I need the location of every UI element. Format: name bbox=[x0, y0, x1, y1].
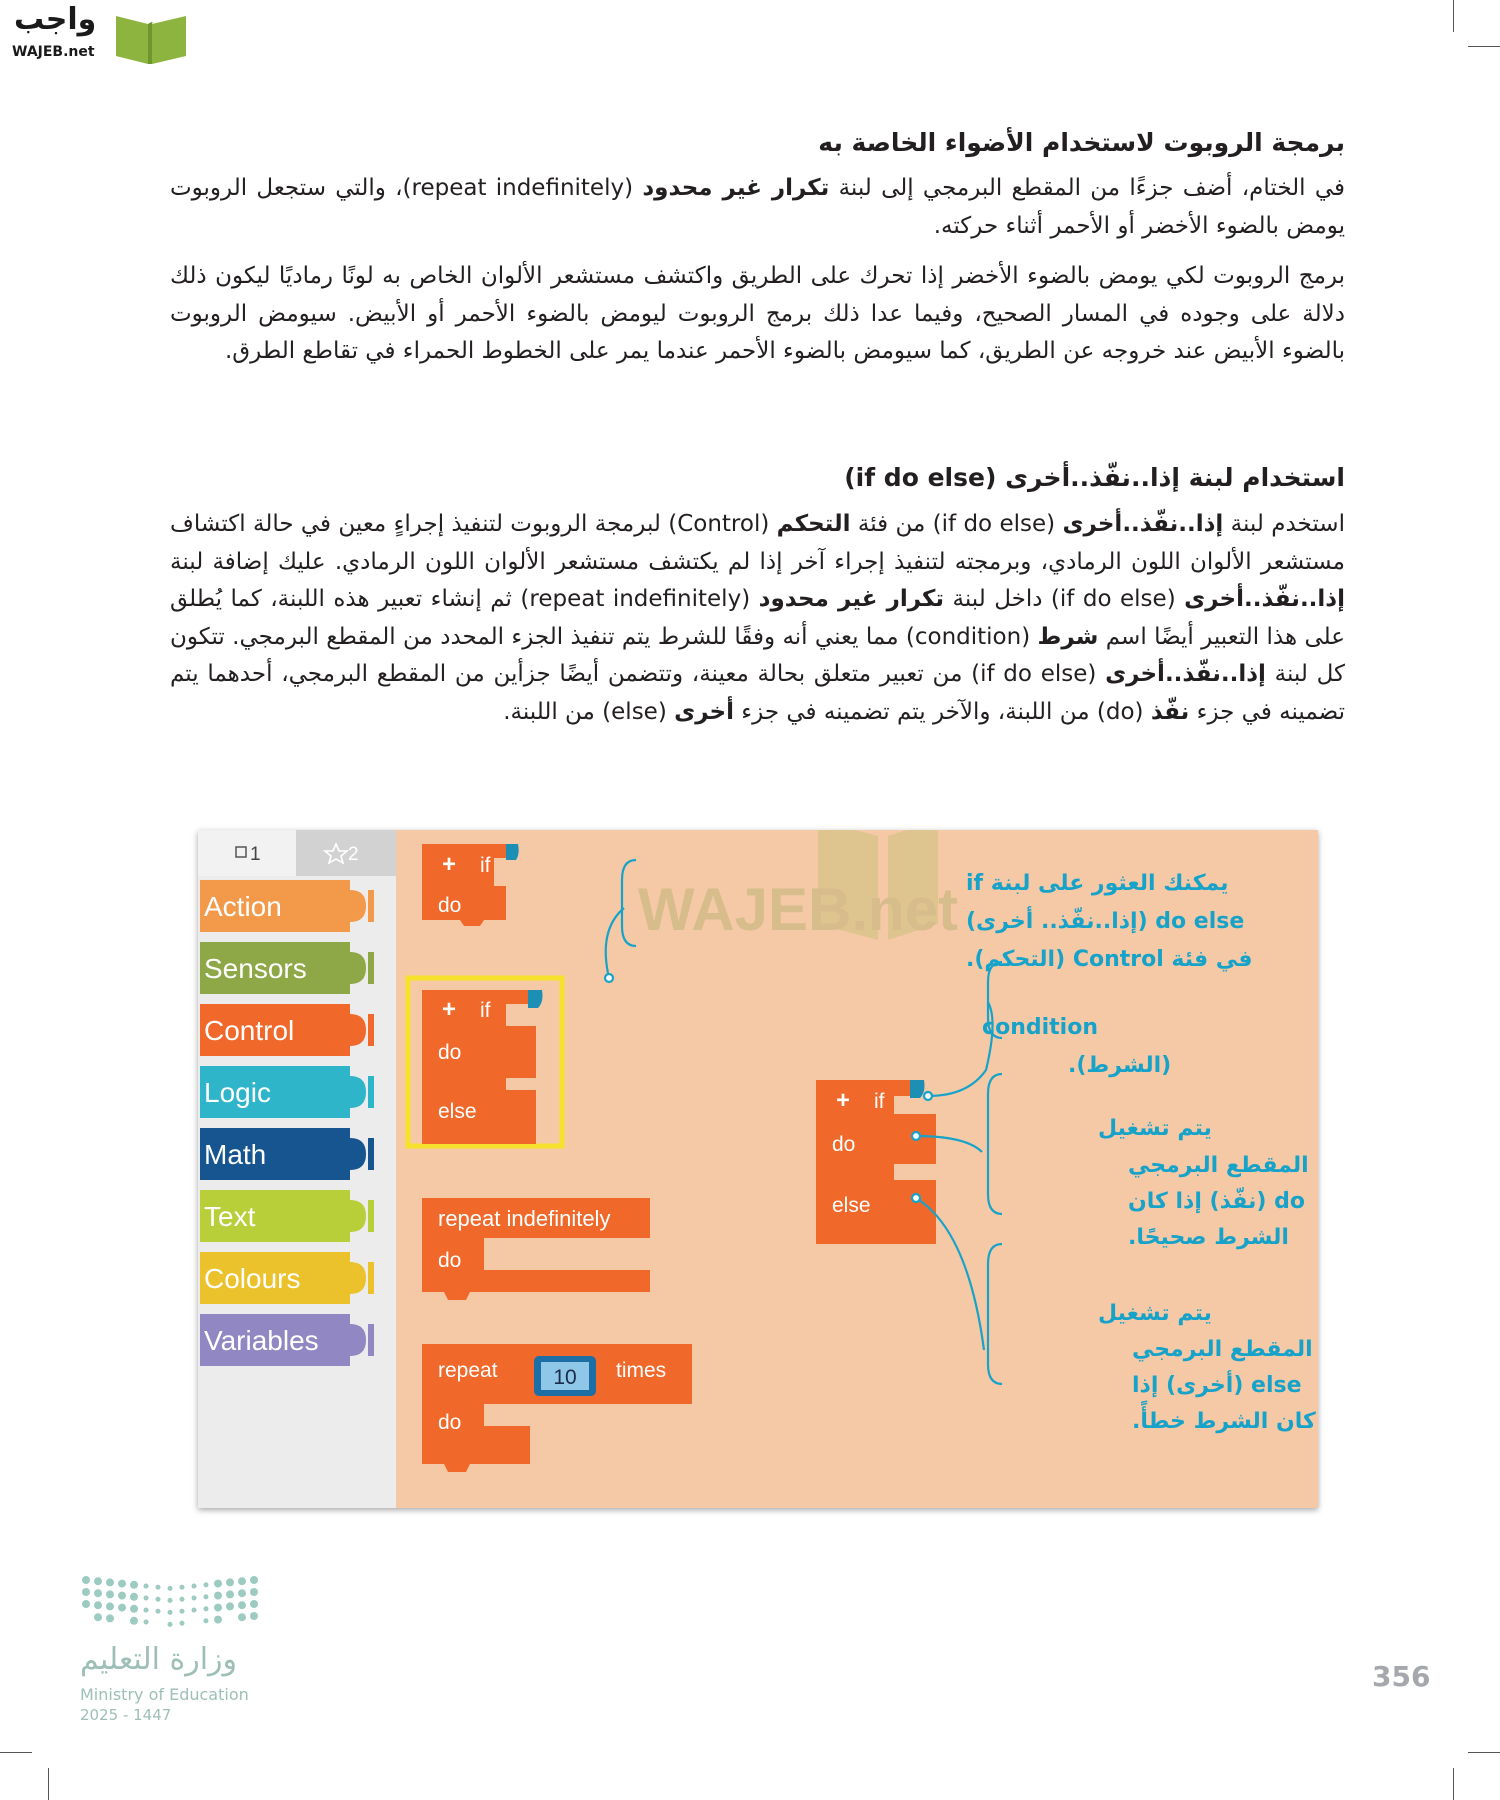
tab-2[interactable] bbox=[296, 830, 396, 876]
text-run: ( bbox=[1087, 661, 1106, 687]
callout-main-line: يمكنك العثور على لبنة if bbox=[966, 871, 1229, 896]
callout-else-line: else (أخرى) إذا bbox=[1132, 1373, 1302, 1398]
bold-term: شرط bbox=[1037, 623, 1099, 650]
logo-dot bbox=[250, 1612, 258, 1620]
category-label: Action bbox=[204, 891, 282, 922]
logo-dot bbox=[192, 1596, 197, 1601]
paragraph-if-do-else bbox=[170, 506, 1345, 731]
logo-dot bbox=[226, 1578, 234, 1586]
english-term: do bbox=[1105, 698, 1135, 725]
logo-dot bbox=[118, 1592, 126, 1600]
logo-dot bbox=[250, 1600, 258, 1608]
category-action[interactable] bbox=[200, 880, 374, 932]
text-run: في الختام، أضف جزءًا من المقطع البرمجي إلى لبنة bbox=[829, 175, 1345, 201]
bold-term: تكرار غير محدود bbox=[642, 175, 830, 201]
english-term: condition bbox=[914, 623, 1022, 650]
text-run: ( bbox=[657, 698, 675, 725]
logo-dot bbox=[144, 1584, 149, 1589]
category-variables[interactable] bbox=[200, 1314, 374, 1366]
ministry-name-english: Ministry of Education bbox=[80, 1685, 249, 1704]
callout-condition-line: (الشرط). bbox=[1068, 1053, 1172, 1078]
logo-dot bbox=[144, 1596, 149, 1601]
logo-dot bbox=[180, 1609, 185, 1614]
paragraph-repeat bbox=[170, 170, 1345, 245]
logo-dot bbox=[106, 1614, 114, 1622]
logo-dot bbox=[238, 1589, 246, 1597]
text-run: ) لبرمجة الروبوت لتنفيذ إجراءٍ معين في حالة اكتشاف مستشعر الألوان اللون الرمادي، وبرمجته لتنفيذ إجراء آخر إذا لم يكتشف مستشعر الألوان اللون الرمادي. عليك إضافة لبنة bbox=[170, 511, 1345, 575]
bold-term: أخرى bbox=[674, 698, 734, 725]
logo-dot bbox=[204, 1618, 209, 1623]
bold-term: إذا..نفّذ..أخرى bbox=[1184, 586, 1345, 612]
heading-if-do-else bbox=[844, 460, 1345, 496]
if-label: if bbox=[480, 999, 491, 1022]
english-term: repeat indefinitely bbox=[411, 175, 625, 201]
crop-mark bbox=[1453, 1768, 1454, 1800]
callout-condition-line: condition bbox=[982, 1015, 1098, 1040]
logo-dot bbox=[180, 1585, 185, 1590]
logo-dot bbox=[238, 1577, 246, 1585]
callout-else-line: يتم تشغيل bbox=[1098, 1301, 1212, 1326]
repeat-count: 10 bbox=[553, 1366, 577, 1389]
logo-dot bbox=[168, 1586, 173, 1591]
english-term: if do else bbox=[980, 661, 1088, 687]
logo-dot bbox=[250, 1588, 258, 1596]
logo-dot bbox=[168, 1610, 173, 1615]
do-label: do bbox=[438, 1411, 462, 1434]
text-run: ) ثم إنشاء تعبير هذه اللبنة، كما يُطلق على هذا التعبير أيضًا اسم bbox=[170, 586, 1345, 650]
logo-dot bbox=[130, 1593, 138, 1601]
logo-dot bbox=[214, 1592, 222, 1600]
logo-dot bbox=[204, 1582, 209, 1587]
text-run: ( bbox=[1046, 511, 1063, 537]
crop-mark bbox=[1468, 46, 1500, 47]
logo-dot bbox=[156, 1585, 161, 1590]
logo-dot bbox=[82, 1600, 90, 1608]
logo-dot bbox=[238, 1613, 246, 1621]
logo-dot bbox=[94, 1601, 102, 1609]
english-term: else bbox=[611, 698, 658, 725]
english-term: if do else bbox=[941, 511, 1047, 537]
repeat-indefinitely-label: repeat indefinitely bbox=[438, 1206, 611, 1231]
wajeb-logo-latin: WAJEB.net bbox=[12, 44, 95, 60]
text-run: استخدام لبنة إذا..نفّذ..أخرى ( bbox=[984, 463, 1345, 492]
category-control[interactable] bbox=[200, 1004, 374, 1056]
callout-else-line: المقطع البرمجي bbox=[1132, 1337, 1313, 1362]
text-run: برمج الروبوت لكي يومض بالضوء الأخضر إذا تحرك على الطريق واكتشف مستشعر الألوان الخاص به لونًا رماديًا ليكون ذلك دلالة على وجوده في المسار الصحيح، وفيما عدا ذلك برمج الروبوت ليومض بالضوء الأحمر أو الأبيض. سيومض الروبوت بالضوء الأبيض عند خروجه عن الطريق، كما سيومض بالضوء الأحمر عندما يمر على الخطوط الحمراء في تقاطع الطرق. bbox=[170, 263, 1345, 364]
text-run: ) من تعبير متعلق بحالة معينة، وتتضمن أيضًا جزأين من المقطع البرمجي، أحدهما يتم تضمينه في جزء bbox=[170, 661, 1345, 725]
bold-term: تكرار غير محدود bbox=[758, 586, 945, 612]
tab-1-label: 1 bbox=[250, 844, 261, 865]
logo-dot bbox=[106, 1590, 114, 1598]
logo-dot bbox=[130, 1617, 138, 1625]
text-run: ( bbox=[1021, 623, 1038, 650]
crop-mark bbox=[1468, 1752, 1500, 1753]
logo-dot bbox=[156, 1609, 161, 1614]
category-label: Logic bbox=[204, 1077, 271, 1108]
callout-main-line: do else (إذا..نفّذ.. أخرى) bbox=[966, 909, 1245, 934]
tab-1[interactable] bbox=[198, 830, 296, 876]
bold-term: إذا..نفّذ..أخرى bbox=[1105, 661, 1266, 687]
do-label: do bbox=[832, 1133, 856, 1156]
do-label: do bbox=[438, 1041, 462, 1064]
paragraph-flash bbox=[170, 258, 1345, 371]
logo-dot bbox=[214, 1580, 222, 1588]
plus-icon: + bbox=[442, 851, 457, 878]
english-term: repeat indefinitely bbox=[529, 586, 742, 612]
crop-mark bbox=[48, 1768, 49, 1800]
english-term: Control bbox=[677, 511, 761, 537]
logo-dot bbox=[82, 1588, 90, 1596]
else-label: else bbox=[832, 1194, 871, 1217]
callout-do-line: المقطع البرمجي bbox=[1128, 1153, 1309, 1178]
if-label: if bbox=[480, 854, 491, 877]
wajeb-logo-arabic: واجب bbox=[14, 2, 97, 37]
plus-icon: + bbox=[836, 1087, 851, 1114]
logo-dot bbox=[168, 1598, 173, 1603]
plus-icon: + bbox=[442, 996, 457, 1023]
callout-do-line: يتم تشغيل bbox=[1098, 1116, 1212, 1141]
logo-dot bbox=[94, 1577, 102, 1585]
if-label: if bbox=[874, 1090, 885, 1113]
logo-dot bbox=[94, 1613, 102, 1621]
do-label: do bbox=[438, 894, 462, 917]
do-label: do bbox=[438, 1249, 462, 1272]
logo-dot bbox=[192, 1608, 197, 1613]
category-label: Variables bbox=[204, 1325, 319, 1356]
text-run: ) من فئة bbox=[850, 511, 942, 537]
category-text[interactable] bbox=[200, 1190, 374, 1242]
english-term: if do else bbox=[855, 463, 985, 492]
category-colours[interactable] bbox=[200, 1252, 374, 1304]
callout-do-line: الشرط صحيحًا. bbox=[1128, 1225, 1289, 1250]
logo-dot bbox=[130, 1581, 138, 1589]
else-label: else bbox=[438, 1100, 477, 1123]
category-label: Sensors bbox=[204, 953, 307, 984]
callout-else-line: كان الشرط خطأً. bbox=[1132, 1409, 1316, 1434]
callout-main-line: في فئة Control (التحكم). bbox=[966, 947, 1253, 972]
logo-dot bbox=[144, 1608, 149, 1613]
page-number: 356 bbox=[1372, 1660, 1431, 1693]
logo-dot bbox=[226, 1590, 234, 1598]
crop-mark bbox=[1453, 0, 1454, 32]
category-label: Text bbox=[204, 1201, 256, 1232]
category-math[interactable] bbox=[200, 1128, 374, 1180]
text-run: ) bbox=[844, 463, 856, 492]
logo-dot bbox=[226, 1602, 234, 1610]
logo-dot bbox=[180, 1597, 185, 1602]
callout-do-line: do (نفّذ) إذا كان bbox=[1128, 1189, 1305, 1214]
blocks-figure bbox=[198, 830, 1318, 1508]
text-run: ( bbox=[760, 511, 777, 537]
wajeb-logo bbox=[8, 2, 188, 66]
logo-dot bbox=[130, 1605, 138, 1613]
logo-dot bbox=[94, 1589, 102, 1597]
logo-dot bbox=[250, 1576, 258, 1584]
logo-dot bbox=[118, 1580, 126, 1588]
logo-dot bbox=[214, 1604, 222, 1612]
logo-dot bbox=[106, 1578, 114, 1586]
crop-mark bbox=[0, 1752, 32, 1753]
times-label: times bbox=[616, 1359, 667, 1382]
category-label: Control bbox=[204, 1015, 295, 1046]
academic-year: 2025 - 1447 bbox=[80, 1706, 172, 1724]
ministry-logo bbox=[80, 1572, 260, 1642]
repeat-label: repeat bbox=[438, 1359, 498, 1382]
category-label: Colours bbox=[204, 1263, 301, 1294]
text-run: ( bbox=[1166, 586, 1185, 612]
text-run: ( bbox=[1134, 698, 1151, 725]
text-run: )، والتي ستجعل الروبوت يومض بالضوء الأخضر أو الأحمر أثناء حركته. bbox=[170, 175, 1345, 239]
logo-dot bbox=[214, 1616, 222, 1624]
logo-dot bbox=[168, 1622, 173, 1627]
text-run: ) مما يعني أنه وفقًا للشرط يتم تنفيذ الجزء المحدد من المقطع البرمجي. تتكون كل لبنة bbox=[170, 623, 1345, 687]
ministry-name-arabic: وزارة التعليم bbox=[80, 1642, 238, 1677]
heading-robot-lights: برمجة الروبوت لاستخدام الأضواء الخاصة به bbox=[818, 128, 1345, 157]
bold-term: التحكم bbox=[776, 511, 851, 537]
logo-dot bbox=[204, 1594, 209, 1599]
logo-dot bbox=[204, 1606, 209, 1611]
category-label: Math bbox=[204, 1139, 267, 1170]
category-logic[interactable] bbox=[200, 1066, 374, 1118]
logo-dot bbox=[144, 1620, 149, 1625]
logo-dot bbox=[156, 1597, 161, 1602]
bold-term: إذا..نفّذ..أخرى bbox=[1062, 511, 1224, 537]
text-run: ) من اللبنة، والآخر يتم تضمينه في جزء bbox=[734, 698, 1106, 725]
text-run: ( bbox=[624, 175, 643, 201]
bold-term: نفّذ bbox=[1150, 698, 1190, 725]
category-sensors[interactable] bbox=[200, 942, 374, 994]
text-run: استخدم لبنة bbox=[1223, 511, 1345, 537]
logo-dot bbox=[192, 1584, 197, 1589]
logo-dot bbox=[118, 1604, 126, 1612]
logo-dot bbox=[238, 1601, 246, 1609]
text-run: ) داخل لبنة bbox=[944, 586, 1060, 612]
watermark-latin: WAJEB.net bbox=[638, 876, 959, 943]
logo-dot bbox=[82, 1576, 90, 1584]
tab-2-label: 2 bbox=[348, 844, 359, 865]
logo-dot bbox=[106, 1602, 114, 1610]
english-term: if do else bbox=[1059, 586, 1167, 612]
text-run: ) من اللبنة. bbox=[503, 698, 612, 725]
logo-dot bbox=[180, 1621, 185, 1626]
text-run: ( bbox=[741, 586, 759, 612]
